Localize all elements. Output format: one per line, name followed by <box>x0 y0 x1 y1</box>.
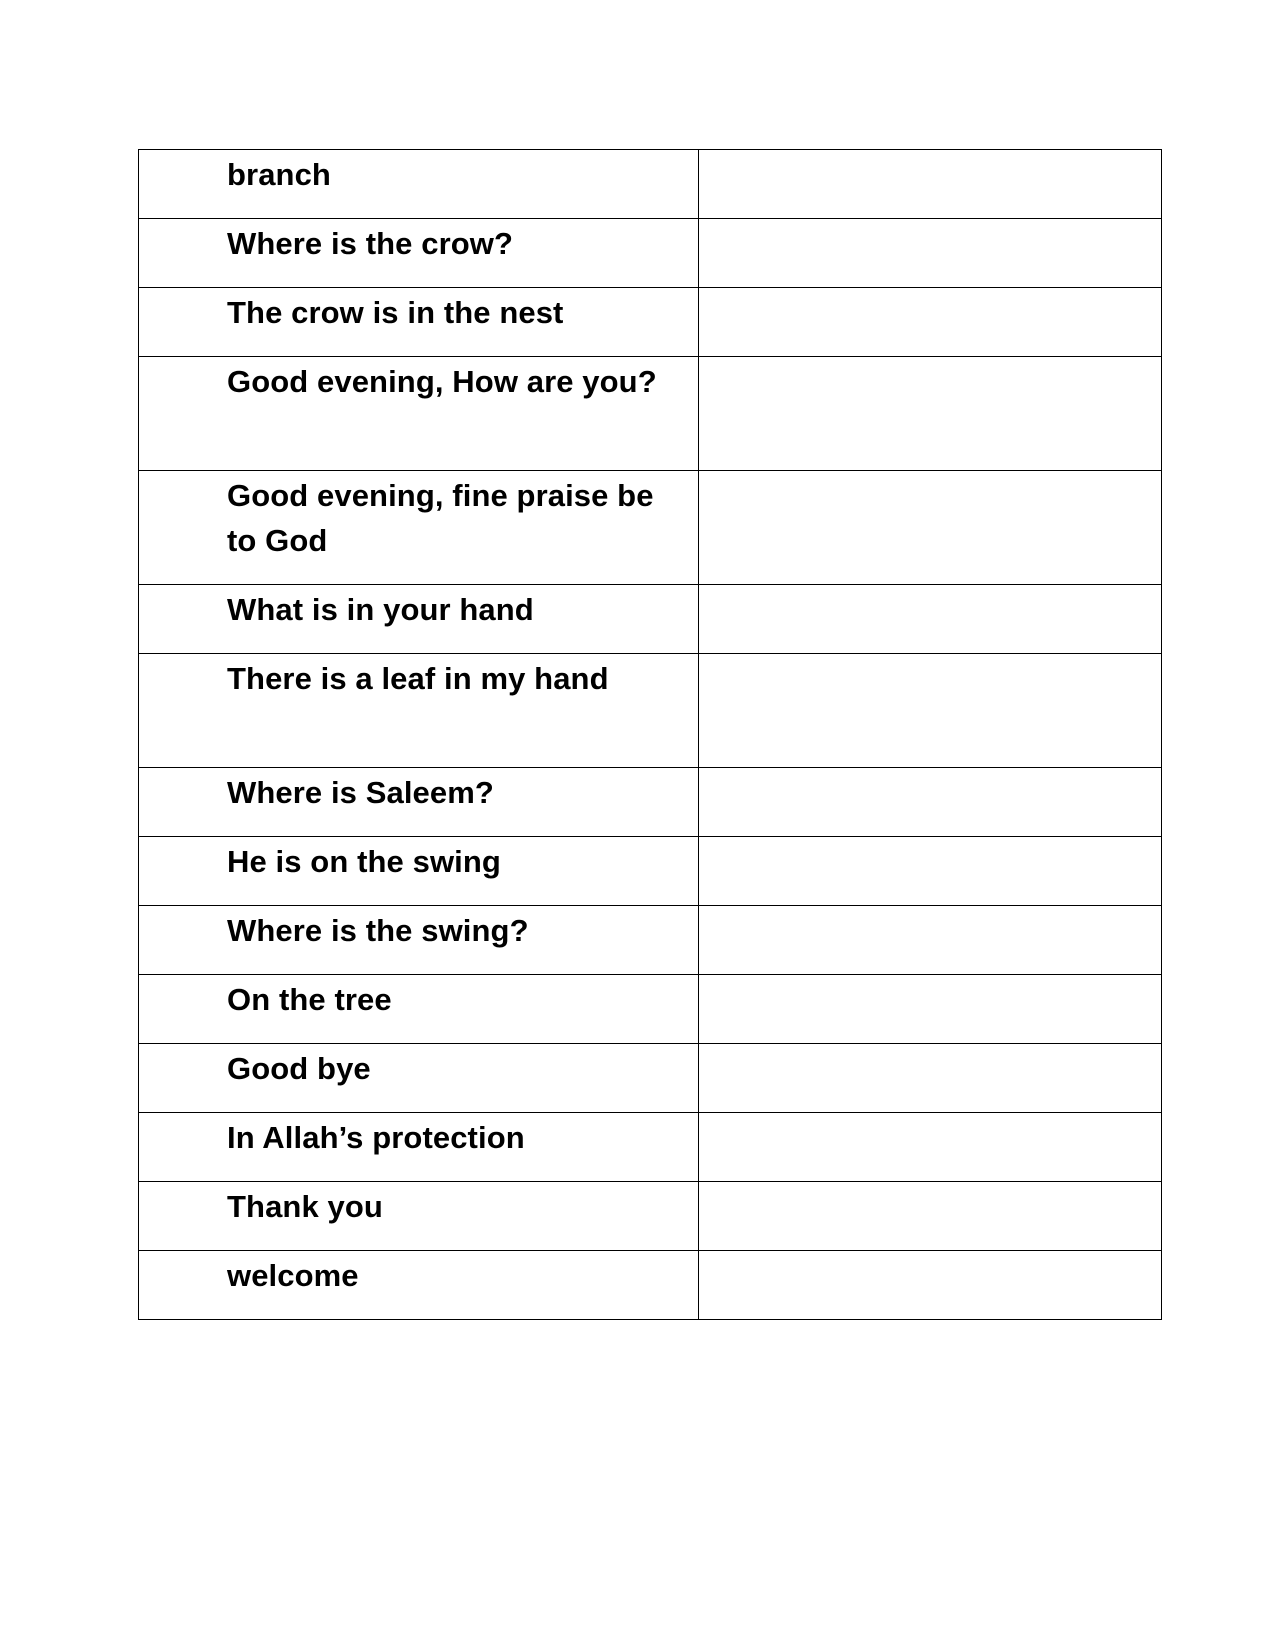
answer-cell[interactable] <box>699 357 1162 471</box>
answer-cell[interactable] <box>699 1182 1162 1251</box>
phrase-cell: Good bye <box>139 1044 699 1113</box>
table-row <box>139 288 1162 357</box>
answer-cell[interactable] <box>699 1113 1162 1182</box>
phrase-cell: On the tree <box>139 975 699 1044</box>
phrase-cell: Where is the crow? <box>139 219 699 288</box>
table-row <box>139 654 1162 768</box>
answer-cell[interactable] <box>699 975 1162 1044</box>
table-row <box>139 906 1162 975</box>
table-row <box>139 150 1162 219</box>
phrase-cell: Where is the swing? <box>139 906 699 975</box>
answer-cell[interactable] <box>699 837 1162 906</box>
table-row <box>139 1044 1162 1113</box>
table-row <box>139 1113 1162 1182</box>
table-row <box>139 219 1162 288</box>
phrase-cell: branch <box>139 150 699 219</box>
answer-cell[interactable] <box>699 471 1162 585</box>
phrase-cell: Good evening, fine praise be to God <box>139 471 699 585</box>
table-row <box>139 837 1162 906</box>
vocabulary-table <box>138 149 1162 1320</box>
table-row <box>139 357 1162 471</box>
table-row <box>139 975 1162 1044</box>
answer-cell[interactable] <box>699 654 1162 768</box>
phrase-cell: Where is Saleem? <box>139 768 699 837</box>
answer-cell[interactable] <box>699 288 1162 357</box>
phrase-cell: In Allah’s protection <box>139 1113 699 1182</box>
phrase-cell: welcome <box>139 1251 699 1320</box>
answer-cell[interactable] <box>699 150 1162 219</box>
answer-cell[interactable] <box>699 585 1162 654</box>
answer-cell[interactable] <box>699 1251 1162 1320</box>
table-row <box>139 585 1162 654</box>
phrase-cell: Thank you <box>139 1182 699 1251</box>
answer-cell[interactable] <box>699 906 1162 975</box>
answer-cell[interactable] <box>699 219 1162 288</box>
table-row <box>139 471 1162 585</box>
table-row <box>139 1182 1162 1251</box>
phrase-cell: The crow is in the nest <box>139 288 699 357</box>
phrase-cell: What is in your hand <box>139 585 699 654</box>
phrase-cell: He is on the swing <box>139 837 699 906</box>
table-row <box>139 768 1162 837</box>
phrase-cell: There is a leaf in my hand <box>139 654 699 768</box>
phrase-cell: Good evening, How are you? <box>139 357 699 471</box>
table-row <box>139 1251 1162 1320</box>
answer-cell[interactable] <box>699 1044 1162 1113</box>
answer-cell[interactable] <box>699 768 1162 837</box>
